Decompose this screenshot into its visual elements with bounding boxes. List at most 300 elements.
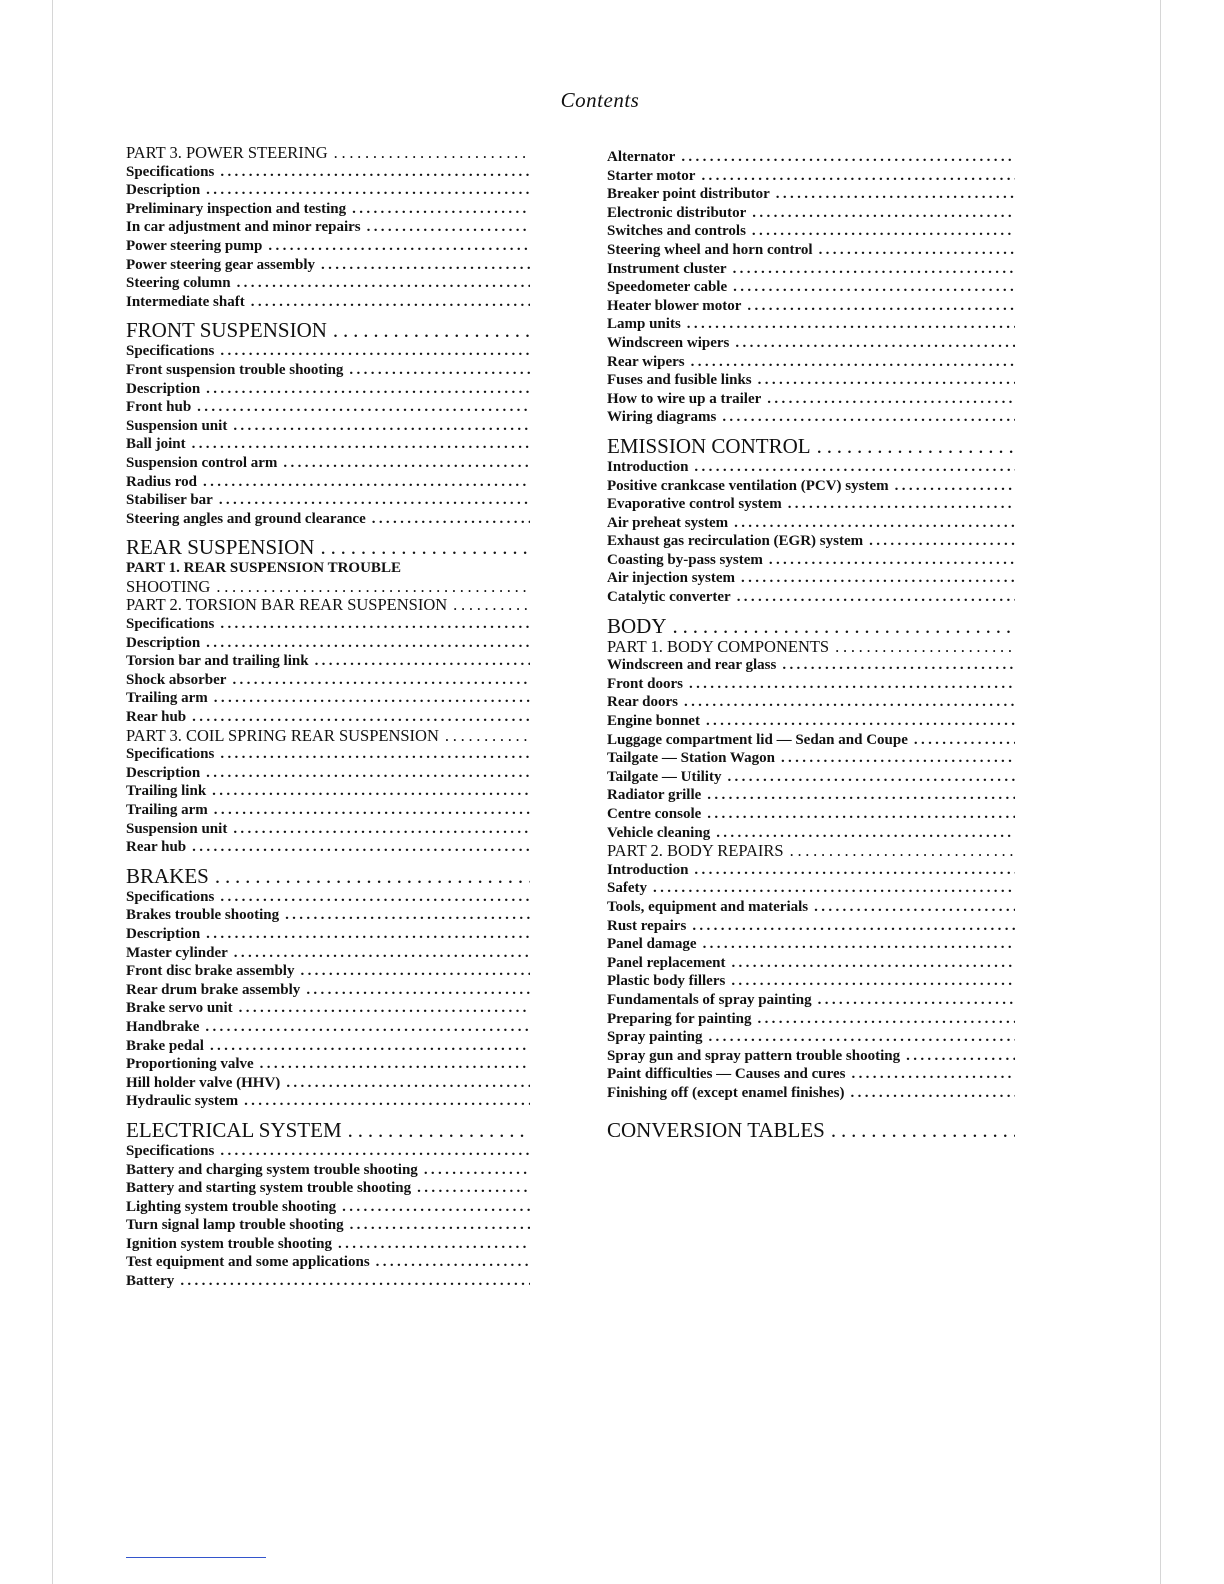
- dot-leader: [763, 551, 1015, 570]
- entry-title: Front hub: [126, 399, 192, 416]
- dot-leader: [214, 1142, 530, 1161]
- toc-entry: [126, 838, 530, 857]
- toc-entry: [607, 1084, 1015, 1103]
- toc-entry: [126, 473, 530, 492]
- toc-entry: [126, 944, 530, 963]
- entry-title: Luggage compartment lid — Sedan and Coupe: [607, 731, 908, 748]
- entry-title: Specifications: [126, 163, 215, 180]
- dot-leader: [813, 241, 1015, 260]
- dot-leader: [332, 1235, 530, 1254]
- toc-entry: [126, 888, 530, 907]
- dot-leader: [721, 768, 1015, 787]
- dot-leader: [686, 917, 1015, 936]
- dot-leader: [366, 510, 530, 529]
- dot-leader: [294, 962, 530, 981]
- toc-entry: [607, 768, 1015, 787]
- dot-leader: [200, 764, 530, 783]
- entry-title: Instrument cluster: [607, 260, 727, 277]
- entry-title: Panel replacement: [607, 954, 726, 971]
- toc-entry: [126, 689, 530, 708]
- toc-entry: [607, 1065, 1015, 1084]
- entry-title: How to wire up a trailer: [607, 390, 762, 407]
- entry-title: Spray painting: [607, 1029, 703, 1046]
- toc-entry: [607, 824, 1015, 843]
- entry-title: Test equipment and some applications: [126, 1254, 370, 1271]
- entry-title: Tailgate — Utility: [607, 768, 722, 785]
- entry-title: Vehicle cleaning: [607, 824, 711, 841]
- dot-leader: [344, 1216, 530, 1235]
- toc-entry: [607, 495, 1015, 514]
- dot-leader: [228, 944, 530, 963]
- dot-leader: [186, 838, 530, 857]
- dot-leader: [863, 532, 1015, 551]
- dot-leader: [746, 204, 1015, 223]
- toc-entry: [607, 675, 1015, 694]
- toc-entry: [607, 458, 1015, 477]
- toc-entry: [607, 917, 1015, 936]
- part-heading: [126, 596, 530, 615]
- entry-title: Speedometer cable: [607, 279, 728, 296]
- dot-leader: [728, 514, 1015, 533]
- toc-entry: [126, 1272, 530, 1291]
- dot-leader: [811, 434, 1015, 458]
- dot-leader: [200, 634, 530, 653]
- entry-title: Air preheat system: [607, 514, 729, 531]
- entry-title: Torsion bar and trailing link: [126, 653, 309, 670]
- dot-leader: [683, 675, 1015, 694]
- toc-entry: [607, 786, 1015, 805]
- entry-title: EMISSION CONTROL: [607, 433, 811, 458]
- entry-title: PART 2. TORSION BAR REAR SUSPENSION: [126, 596, 448, 615]
- dot-leader: [727, 278, 1015, 297]
- toc-entry: [607, 390, 1015, 409]
- entry-title: FRONT SUSPENSION: [126, 318, 327, 343]
- toc-entry: [126, 1216, 530, 1235]
- dot-leader: [213, 491, 530, 510]
- entry-title: Hydraulic system: [126, 1093, 239, 1110]
- dot-leader: [735, 569, 1015, 588]
- entry-title: Coasting by-pass system: [607, 551, 763, 568]
- toc-entry: [126, 820, 530, 839]
- toc-entry: [126, 981, 530, 1000]
- entry-title: PART 3. POWER STEERING: [126, 144, 328, 162]
- part-heading: [126, 559, 530, 578]
- entry-title: Starter motor: [607, 167, 696, 184]
- toc-entry: [126, 237, 530, 256]
- entry-title: PART 2. BODY REPAIRS: [607, 842, 784, 861]
- entry-title: Positive crankcase ventilation (PCV) system: [607, 477, 889, 494]
- entry-title: Rust repairs: [607, 917, 687, 934]
- dot-leader: [197, 473, 530, 492]
- toc-entry: [126, 454, 530, 473]
- toc-entry: [126, 200, 530, 219]
- entry-title: Battery and charging system trouble shooting: [126, 1161, 418, 1178]
- dot-leader: [214, 163, 530, 182]
- toc-entry: [126, 1055, 530, 1074]
- toc-entry: [607, 1028, 1015, 1047]
- dot-leader: [731, 588, 1015, 607]
- page-left-edge: [52, 0, 53, 1584]
- dot-leader: [314, 535, 530, 559]
- toc-entry: [607, 656, 1015, 675]
- toc-entry: [607, 1010, 1015, 1029]
- dot-leader: [300, 981, 530, 1000]
- entry-title: Rear wipers: [607, 353, 685, 370]
- toc-entry: [126, 999, 530, 1018]
- entry-title: Specifications: [126, 888, 215, 905]
- dot-leader: [701, 786, 1015, 805]
- entry-title: Fundamentals of spray painting: [607, 991, 812, 1008]
- entry-title: Panel damage: [607, 936, 697, 953]
- entry-title: Radius rod: [126, 473, 198, 490]
- toc-entry: [126, 1074, 530, 1093]
- toc-entry: [126, 380, 530, 399]
- dot-leader: [214, 615, 530, 634]
- entry-title: Ignition system trouble shooting: [126, 1235, 333, 1252]
- toc-entry: [126, 1161, 530, 1180]
- entry-title: Specifications: [126, 616, 215, 633]
- dot-leader: [227, 417, 530, 436]
- dot-leader: [782, 495, 1015, 514]
- dot-leader: [245, 293, 530, 312]
- toc-entry: [607, 991, 1015, 1010]
- dot-leader: [725, 972, 1015, 991]
- dot-leader: [770, 185, 1015, 204]
- toc-entry: [607, 315, 1015, 334]
- toc-entry: [126, 671, 530, 690]
- entry-title: REAR SUSPENSION: [126, 535, 315, 560]
- toc-entry: [126, 256, 530, 275]
- dot-leader: [647, 879, 1015, 898]
- dot-leader: [411, 1179, 530, 1198]
- toc-entry: [607, 222, 1015, 241]
- toc-entry: [607, 731, 1015, 750]
- entry-title: Lamp units: [607, 316, 681, 333]
- toc-entry: [607, 514, 1015, 533]
- entry-title: Suspension unit: [126, 820, 228, 837]
- toc-entry: [607, 204, 1015, 223]
- entry-title: Safety: [607, 880, 647, 897]
- entry-title: Suspension unit: [126, 417, 228, 434]
- toc-entry: [126, 1253, 530, 1272]
- dot-leader: [675, 148, 1015, 167]
- entry-title: Preliminary inspection and testing: [126, 200, 347, 217]
- dot-leader: [775, 749, 1015, 768]
- entry-title: Heater blower motor: [607, 297, 742, 314]
- toc-entry: [607, 805, 1015, 824]
- toc-entry: [607, 260, 1015, 279]
- dot-leader: [729, 334, 1015, 353]
- entry-title: Lighting system trouble shooting: [126, 1198, 337, 1215]
- toc-entry: [607, 1047, 1015, 1066]
- dot-leader: [209, 864, 530, 888]
- toc-entry: [607, 297, 1015, 316]
- part-heading: [126, 144, 530, 163]
- toc-entry: [607, 954, 1015, 973]
- entry-title: Front disc brake assembly: [126, 963, 295, 980]
- page-right-edge: [1160, 0, 1161, 1584]
- toc-entry: [126, 435, 530, 454]
- entry-title: Turn signal lamp trouble shooting: [126, 1217, 344, 1234]
- toc-entry: [607, 551, 1015, 570]
- part-heading: [126, 727, 530, 746]
- entry-title: Windscreen and rear glass: [607, 657, 777, 674]
- dot-leader: [447, 596, 530, 615]
- toc-entry: [607, 898, 1015, 917]
- toc-entry: [126, 1235, 530, 1254]
- dot-leader: [277, 454, 530, 473]
- dot-leader: [214, 342, 530, 361]
- toc-entry: [126, 1198, 530, 1217]
- toc-entry: [126, 398, 530, 417]
- entry-title: Plastic body fillers: [607, 973, 726, 990]
- dot-leader: [808, 898, 1015, 917]
- toc-entry: [126, 510, 530, 529]
- dot-leader: [727, 260, 1015, 279]
- dot-leader: [208, 801, 530, 820]
- toc-entry: [607, 569, 1015, 588]
- entry-title: Radiator grille: [607, 787, 702, 804]
- dot-leader: [210, 578, 530, 597]
- entry-title: BRAKES: [126, 863, 209, 888]
- dot-leader: [238, 1092, 530, 1111]
- dot-leader: [226, 671, 530, 690]
- entry-title: PART 3. COIL SPRING REAR SUSPENSION: [126, 726, 439, 745]
- dot-leader: [688, 861, 1015, 880]
- dot-leader: [174, 1272, 530, 1291]
- toc-entry: [126, 782, 530, 801]
- entry-title: Evaporative control system: [607, 496, 782, 513]
- dot-leader: [829, 638, 1015, 657]
- dot-leader: [346, 200, 530, 219]
- toc-entry: [126, 906, 530, 925]
- dot-leader: [361, 218, 530, 237]
- toc-entry: [126, 218, 530, 237]
- entry-title: Paint difficulties — Causes and cures: [607, 1066, 846, 1083]
- dot-leader: [741, 297, 1015, 316]
- toc-entry: [607, 278, 1015, 297]
- toc-entry: [126, 652, 530, 671]
- entry-title: Description: [126, 182, 201, 199]
- toc-entry: [126, 1018, 530, 1037]
- entry-title: Rear hub: [126, 839, 187, 856]
- dot-leader: [761, 390, 1015, 409]
- toc-entry: [126, 745, 530, 764]
- dot-leader: [200, 925, 530, 944]
- entry-title: Rear drum brake assembly: [126, 981, 301, 998]
- entry-title: Specifications: [126, 746, 215, 763]
- section-heading: [126, 864, 530, 888]
- dot-leader: [716, 408, 1015, 427]
- toc-entry: [607, 972, 1015, 991]
- entry-title: Description: [126, 380, 201, 397]
- dot-leader: [342, 1118, 530, 1142]
- toc-entry: [607, 749, 1015, 768]
- entry-title: PART 1. BODY COMPONENTS: [607, 637, 830, 656]
- part-heading: [607, 638, 1015, 657]
- entry-title: Exhaust gas recirculation (EGR) system: [607, 533, 864, 550]
- dot-leader: [343, 361, 530, 380]
- entry-title: Power steering pump: [126, 237, 263, 254]
- dot-leader: [186, 708, 530, 727]
- entry-title: Steering column: [126, 275, 231, 292]
- dot-leader: [667, 614, 1015, 638]
- section-heading: [126, 1118, 530, 1142]
- dot-leader: [812, 991, 1015, 1010]
- dot-leader: [702, 1028, 1015, 1047]
- toc-entry: [126, 417, 530, 436]
- dot-leader: [685, 353, 1015, 372]
- dot-leader: [370, 1253, 530, 1272]
- toc-entry: [607, 167, 1015, 186]
- dot-leader: [845, 1084, 1016, 1103]
- entry-title: Rear hub: [126, 709, 187, 726]
- dot-leader: [186, 435, 530, 454]
- dot-leader: [200, 181, 530, 200]
- entry-title: Hill holder valve (HHV): [126, 1074, 281, 1091]
- dot-leader: [688, 458, 1015, 477]
- dot-leader: [695, 167, 1015, 186]
- entry-title: Proportioning valve: [126, 1056, 254, 1073]
- dot-leader: [701, 805, 1015, 824]
- dot-leader: [214, 888, 530, 907]
- dot-leader: [751, 1010, 1015, 1029]
- entry-title: Catalytic converter: [607, 589, 731, 606]
- section-heading: [126, 318, 530, 342]
- toc-entry: [126, 925, 530, 944]
- dot-leader: [231, 274, 530, 293]
- entry-title: Battery: [126, 1273, 175, 1290]
- dot-leader: [746, 222, 1015, 241]
- entry-title: Introduction: [607, 861, 689, 878]
- part-heading: [607, 842, 1015, 861]
- dot-leader: [206, 782, 530, 801]
- toc-entry: [126, 1179, 530, 1198]
- dot-leader: [710, 824, 1015, 843]
- toc-entry: [126, 634, 530, 653]
- toc-entry: [607, 861, 1015, 880]
- dot-leader: [889, 477, 1015, 496]
- dot-leader: [700, 712, 1015, 731]
- toc-entry: [607, 712, 1015, 731]
- dot-leader: [227, 820, 530, 839]
- toc-entry: [126, 342, 530, 361]
- entry-title: Suspension control arm: [126, 454, 278, 471]
- toc-entry: [607, 148, 1015, 167]
- entry-title: Switches and controls: [607, 223, 746, 240]
- dot-leader: [233, 999, 530, 1018]
- dot-leader: [418, 1161, 530, 1180]
- entry-title: ELECTRICAL SYSTEM: [126, 1117, 342, 1142]
- toc-entry: [607, 334, 1015, 353]
- entry-title: BODY: [607, 613, 667, 638]
- dot-leader: [280, 1074, 530, 1093]
- entry-title: Steering angles and ground clearance: [126, 510, 366, 527]
- dot-leader: [254, 1055, 530, 1074]
- dot-leader: [678, 693, 1015, 712]
- entry-title: Trailing arm: [126, 690, 208, 707]
- entry-title: Power steering gear assembly: [126, 256, 315, 273]
- entry-title: Intermediate shaft: [126, 293, 245, 310]
- toc-entry: [126, 615, 530, 634]
- section-heading: [607, 1117, 1015, 1143]
- toc-entry: [607, 185, 1015, 204]
- entry-title: Introduction: [607, 458, 689, 475]
- entry-title: Engine bonnet: [607, 713, 700, 730]
- entry-title: Fuses and fusible links: [607, 372, 752, 389]
- dot-leader: [208, 689, 530, 708]
- entry-title: Shock absorber: [126, 671, 227, 688]
- entry-title: Breaker point distributor: [607, 186, 770, 203]
- toc-entry: [607, 241, 1015, 260]
- toc-entry: [126, 491, 530, 510]
- dot-leader: [752, 371, 1015, 390]
- entry-title: Rear doors: [607, 694, 678, 711]
- entry-title: Front suspension trouble shooting: [126, 361, 344, 378]
- entry-title: Air injection system: [607, 570, 736, 587]
- toc-entry: [607, 371, 1015, 390]
- section-heading: [607, 614, 1015, 638]
- toc-entry: [607, 408, 1015, 427]
- dot-leader: [309, 652, 530, 671]
- dot-leader: [204, 1037, 530, 1056]
- entry-title: Ball joint: [126, 436, 186, 453]
- entry-title: Brake servo unit: [126, 1000, 233, 1017]
- dot-leader: [191, 398, 530, 417]
- toc-entry: [126, 274, 530, 293]
- contents-right-column: [607, 148, 1015, 1143]
- entry-title: Handbrake: [126, 1018, 200, 1035]
- dot-leader: [199, 1018, 530, 1037]
- toc-entry: [126, 1092, 530, 1111]
- dot-leader: [845, 1065, 1015, 1084]
- dot-leader: [315, 256, 530, 275]
- entry-title: Specifications: [126, 343, 215, 360]
- entry-title: Front doors: [607, 675, 683, 692]
- toc-entry: [607, 879, 1015, 898]
- toc-entry: [607, 588, 1015, 607]
- dot-leader: [784, 842, 1015, 861]
- section-heading: [607, 434, 1015, 458]
- toc-entry: [126, 962, 530, 981]
- toc-entry: [126, 801, 530, 820]
- entry-title: Stabiliser bar: [126, 492, 213, 509]
- dot-leader: [262, 237, 530, 256]
- dot-leader: [825, 1117, 1015, 1143]
- entry-title: Finishing off (except enamel finishes): [607, 1084, 845, 1101]
- entry-title: Electronic distributor: [607, 204, 747, 221]
- dot-leader: [908, 731, 1015, 750]
- dot-leader: [725, 954, 1015, 973]
- dot-leader: [328, 144, 530, 163]
- entry-title: Master cylinder: [126, 944, 228, 961]
- entry-title: Trailing arm: [126, 802, 208, 818]
- entry-title: PART 1. REAR SUSPENSION TROUBLE: [126, 560, 401, 577]
- dot-leader: [279, 906, 530, 925]
- entry-title: SHOOTING: [126, 577, 211, 596]
- dot-leader: [900, 1047, 1015, 1066]
- toc-entry: [607, 693, 1015, 712]
- toc-entry: [607, 477, 1015, 496]
- dot-leader: [336, 1198, 530, 1217]
- toc-entry: [126, 181, 530, 200]
- dot-leader: [697, 935, 1015, 954]
- part-heading: [126, 578, 530, 597]
- dot-leader: [327, 318, 530, 342]
- toc-entry: [126, 293, 530, 312]
- section-heading: [126, 535, 530, 559]
- entry-title: In car adjustment and minor repairs: [126, 219, 361, 236]
